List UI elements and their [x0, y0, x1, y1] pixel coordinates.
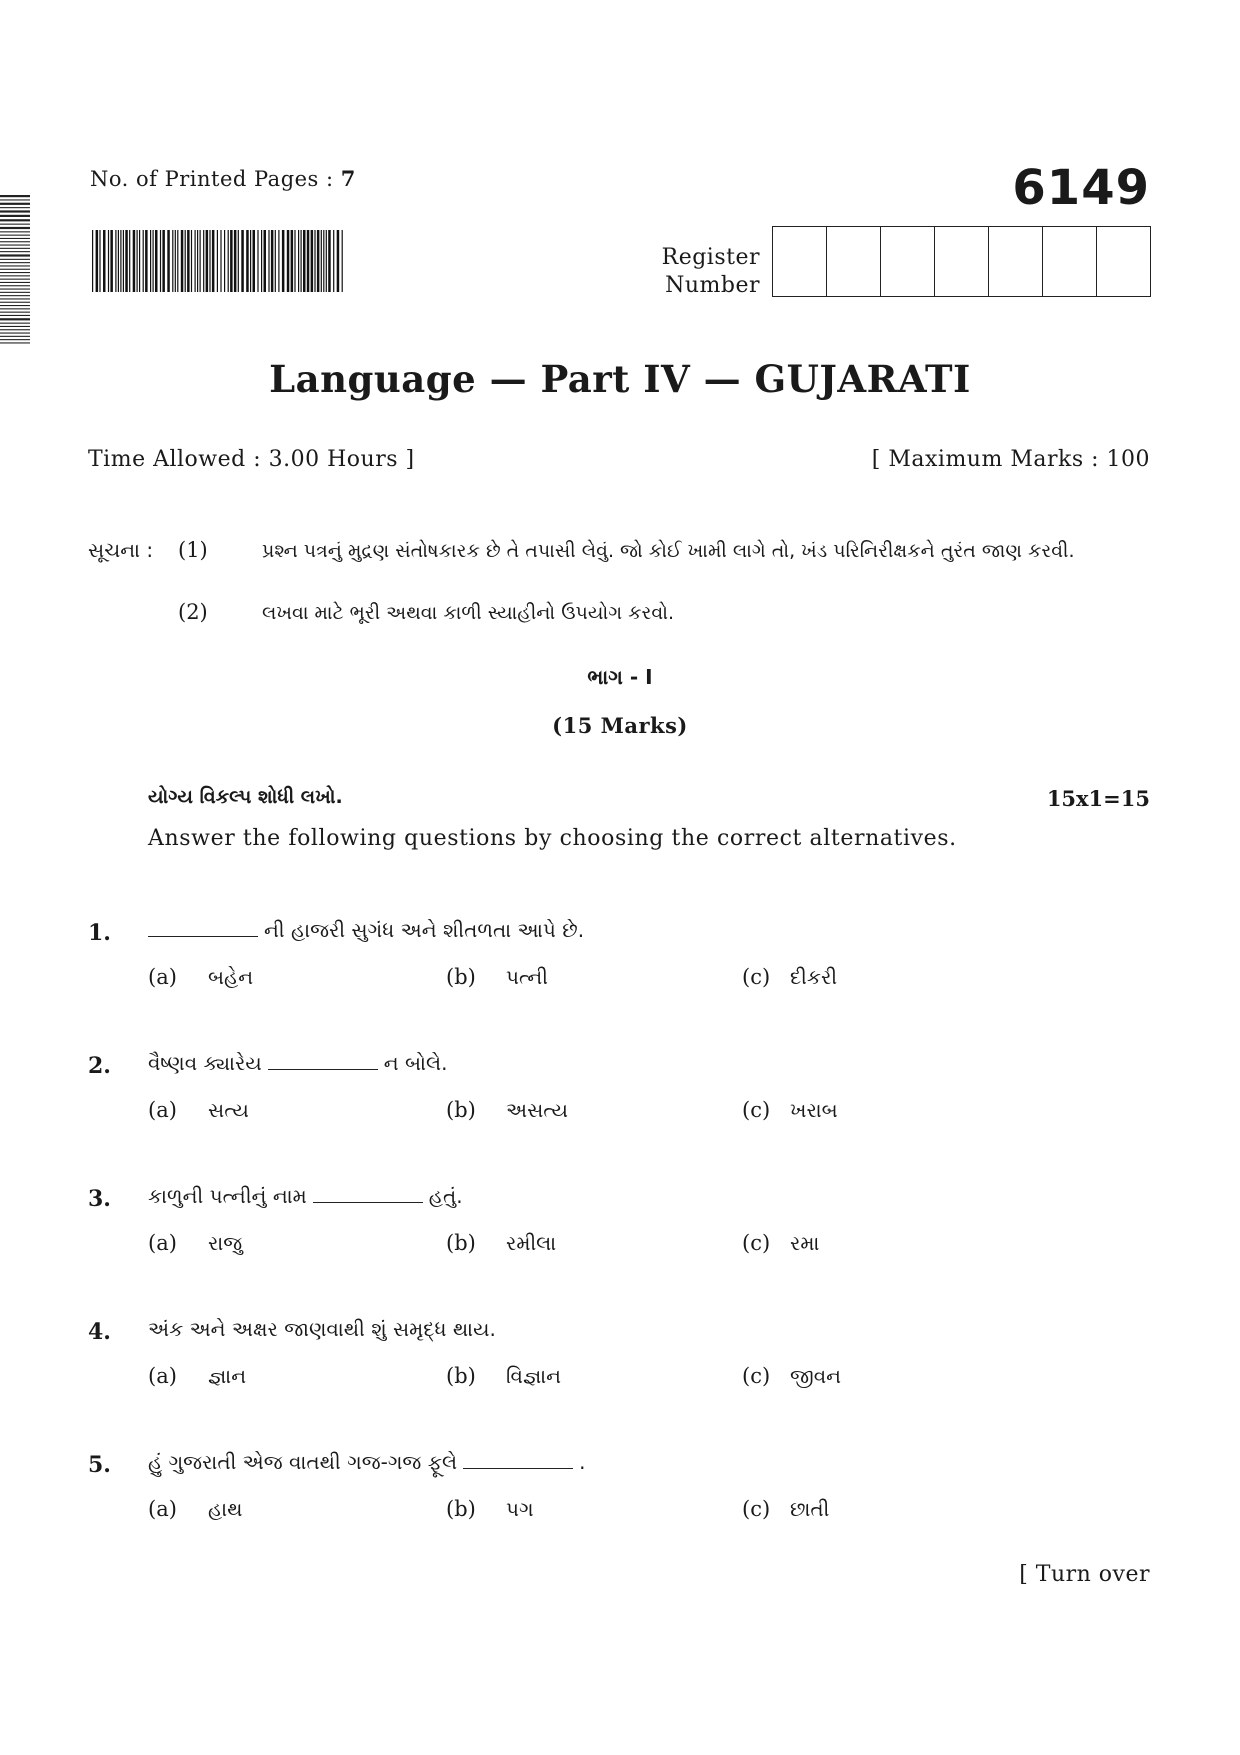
option-letter: (b) — [446, 1364, 476, 1388]
option-letter: (b) — [446, 1231, 476, 1255]
option-letter: (a) — [148, 965, 177, 989]
note-text: પ્રશ્ન પત્રનું મુદ્રણ સંતોષકારક છે તે તપાસી લેવું. જો કોઈ ખામી લાગે તો, ખંડ પરિનિરીક્ષકને તુરંત જાણ કરવી. — [262, 540, 1075, 562]
question-text — [148, 1051, 448, 1075]
question-text-after: . — [579, 1450, 586, 1474]
page-title: Language — Part IV — GUJARATI — [269, 357, 971, 401]
answer-blank — [148, 918, 258, 937]
option-text: જ્ઞાન — [208, 1364, 247, 1388]
section-score: 15x1=15 — [1046, 786, 1150, 811]
question-text — [148, 918, 584, 942]
turn-over: [ Turn over — [1019, 1562, 1150, 1587]
question-text-after: ન બોલે. — [383, 1051, 448, 1075]
register-number-boxes — [772, 226, 1151, 297]
option-text: ખરાબ — [790, 1098, 838, 1122]
question-text — [148, 1317, 496, 1341]
question-text-after: હતું. — [428, 1184, 463, 1208]
question-number: 3. — [88, 1186, 111, 1212]
question-number: 2. — [88, 1053, 111, 1079]
option-text: દીકરી — [790, 965, 838, 989]
option-letter: (c) — [742, 1098, 771, 1122]
option-text: બહેન — [208, 965, 254, 989]
printed-pages-label: No. of Printed Pages : — [90, 167, 334, 191]
option-text: રાજુ — [208, 1231, 243, 1255]
instruction-gujarati: યોગ્ય વિકલ્પ શોધી લખો. — [148, 786, 343, 808]
note-number: (1) — [178, 538, 208, 562]
section-heading: ભાગ - I — [587, 665, 653, 689]
answer-blank — [463, 1450, 573, 1469]
option-text: જીવન — [790, 1364, 842, 1388]
register-digit-box — [1043, 227, 1097, 296]
instruction-english: Answer the following questions by choosing the correct alternatives. — [148, 826, 957, 851]
option-letter: (b) — [446, 965, 476, 989]
option-text: રમીલા — [506, 1231, 557, 1255]
option-letter: (a) — [148, 1098, 177, 1122]
option-text: વિજ્ઞાન — [506, 1364, 562, 1388]
side-barcode — [0, 195, 30, 345]
paper-code: 6149 — [1012, 160, 1150, 216]
option-letter: (a) — [148, 1364, 177, 1388]
option-text: પગ — [506, 1497, 534, 1521]
option-letter: (a) — [148, 1231, 177, 1255]
register-digit-box — [989, 227, 1043, 296]
printed-pages-value: 7 — [340, 166, 356, 191]
option-text: સત્ય — [208, 1098, 249, 1122]
option-letter: (c) — [742, 1497, 771, 1521]
register-number-label: Register Number — [661, 245, 760, 298]
answer-blank — [313, 1184, 423, 1203]
time-allowed: Time Allowed : 3.00 Hours ] — [88, 447, 415, 472]
option-text: અસત્ય — [506, 1098, 569, 1122]
register-digit-box — [1097, 227, 1150, 296]
option-letter: (b) — [446, 1497, 476, 1521]
note-text: લખવા માટે ભૂરી અથવા કાળી સ્યાહીનો ઉપયોગ કરવો. — [262, 602, 674, 624]
option-text: હાથ — [208, 1497, 243, 1521]
option-text: છાતી — [790, 1497, 830, 1521]
question-text-before: વૈષ્ણવ ક્યારેય — [148, 1051, 262, 1075]
maximum-marks: [ Maximum Marks : 100 — [871, 447, 1150, 472]
note-number: (2) — [178, 600, 208, 624]
register-digit-box — [773, 227, 827, 296]
question-number: 5. — [88, 1452, 111, 1478]
question-text-before: કાળુની પત્નીનું નામ — [148, 1184, 307, 1208]
printed-pages — [90, 166, 356, 191]
question-number: 1. — [88, 920, 111, 946]
option-letter: (c) — [742, 965, 771, 989]
option-letter: (c) — [742, 1231, 771, 1255]
barcode — [92, 230, 344, 292]
question-number: 4. — [88, 1319, 111, 1345]
option-text: રમા — [790, 1231, 820, 1255]
question-text — [148, 1450, 585, 1474]
question-text — [148, 1184, 463, 1208]
question-text-after: ની હાજરી સુગંધ અને શીતળતા આપે છે. — [264, 918, 585, 942]
register-digit-box — [827, 227, 881, 296]
option-letter: (b) — [446, 1098, 476, 1122]
option-letter: (a) — [148, 1497, 177, 1521]
register-digit-box — [935, 227, 989, 296]
register-digit-box — [881, 227, 935, 296]
question-text-before: અંક અને અક્ષર જાણવાથી શું સમૃદ્ધ થાય. — [148, 1317, 496, 1341]
section-marks: (15 Marks) — [552, 713, 688, 738]
option-letter: (c) — [742, 1364, 771, 1388]
notes-label: સૂચના : — [88, 538, 154, 562]
answer-blank — [268, 1051, 378, 1070]
question-text-before: હું ગુજરાતી એજ વાતથી ગજ-ગજ ફૂલે — [148, 1450, 458, 1474]
option-text: પત્ની — [506, 965, 548, 989]
